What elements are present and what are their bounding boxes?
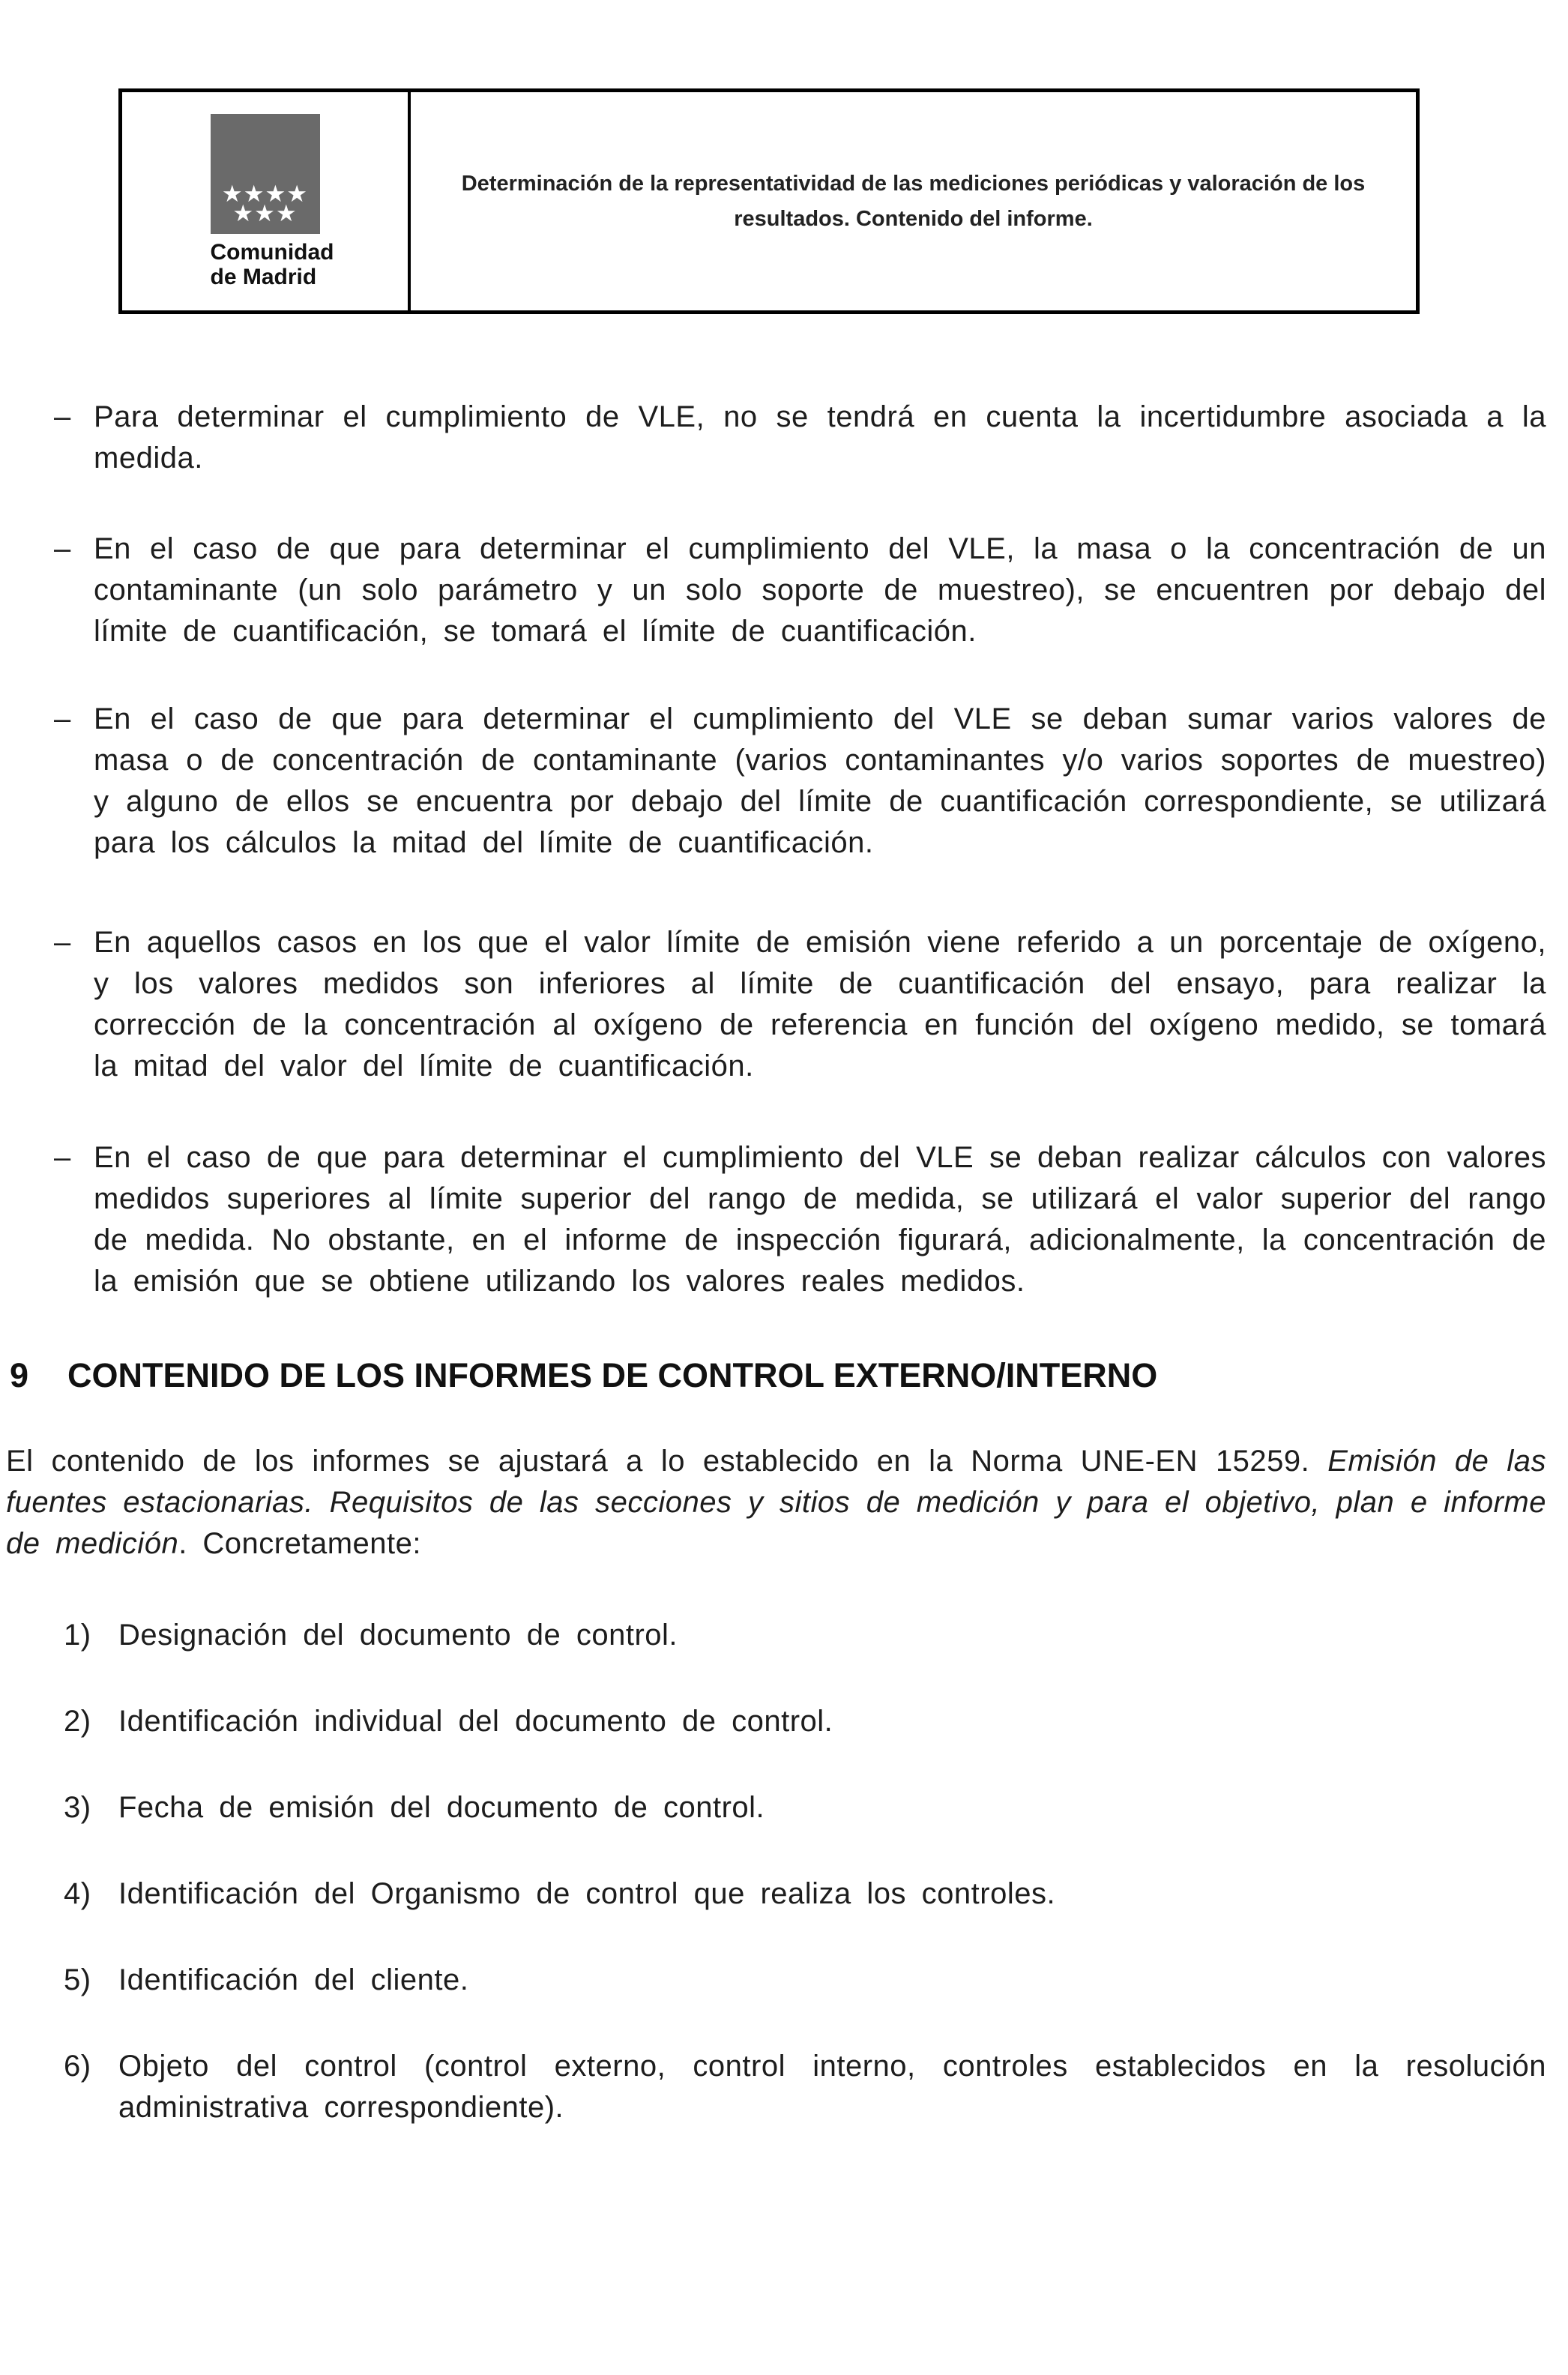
item-number: 6) [64,2050,91,2083]
item-number: 1) [64,1619,91,1652]
numbered-list [0,1615,1568,2128]
bullet-text: En el caso de que para determinar el cumplimiento del VLE se deban realizar cálculos con valores medidos superiores al límite superior del rango de medida, se utilizará el valor superior del rango de medida. No obstante, en el informe de inspección figurará, adicionalmente, la concentración de la emisión que se obtiene utilizando los valores reales medidos. [94,1141,1546,1298]
dash-marker: – [54,926,71,959]
dash-marker: – [54,702,71,735]
item-number: 5) [64,1963,91,1996]
numbered-item [64,1615,1546,1656]
logo-wordmark-line2: de Madrid [210,264,317,289]
bullet-text: En aquellos casos en los que el valor límite de emisión viene referido a un porcentaje de oxígeno, y los valores medidos son inferiores al límite de cuantificación del ensayo, para realizar la corrección de la concentración al oxígeno de referencia en función del oxígeno medido, se tomará la mitad del valor del límite de cuantificación. [94,926,1546,1083]
numbered-item [64,2046,1546,2128]
intro-norm-title-italic: Emisión de las fuentes estacionarias. Requisitos de las secciones y sitios de medición y para el objetivo, plan e informe de medición [6,1445,1546,1560]
bullet-item [54,1137,1546,1302]
section-number: 9 [10,1356,29,1394]
intro-paragraph [6,1441,1546,1565]
item-text: Designación del documento de control. [118,1619,678,1652]
bullet-item [54,397,1546,479]
bullet-text: En el caso de que para determinar el cumplimiento del VLE se deban sumar varios valores de masa o de concentración de contaminante (varios contaminantes y/o varios soportes de muestreo) y alguno de ellos se encuentra por debajo del límite de cuantificación correspondiente, se utilizará para los cálculos la mitad del límite de cuantificación. [94,702,1546,859]
intro-text-start: El contenido de los informes se ajustará a lo establecido en la Norma UNE-EN 15259. [6,1445,1328,1478]
logo-cell [122,92,411,310]
document-title: Determinación de la representatividad de las mediciones periódicas y valoración de los resultados. Contenido del informe. [461,171,1366,231]
document-header [118,88,1420,314]
item-number: 4) [64,1877,91,1910]
numbered-item [64,1960,1546,2001]
bullet-text: En el caso de que para determinar el cumplimiento del VLE, la masa o la concentración de un contaminante (un solo parámetro y un solo soporte de muestreo), se encuentren por debajo del límite de cuantificación, se tomará el límite de cuantificación. [94,532,1546,648]
item-text: Identificación del Organismo de control que realiza los controles. [118,1877,1056,1910]
logo-wordmark-line1: Comunidad [210,239,334,265]
intro-text-end: . Concretamente: [178,1527,422,1560]
flag-stars-row-bottom: ★★★ [232,199,298,226]
logo-wordmark [210,239,334,289]
bullet-text: Para determinar el cumplimiento de VLE, no se tendrá en cuenta la incertidumbre asociada a la medida. [94,400,1546,475]
dash-marker: – [54,1141,71,1174]
comunidad-madrid-flag-icon [211,114,320,234]
comunidad-madrid-logo [210,114,334,289]
bullet-item [54,699,1546,864]
item-number: 3) [64,1791,91,1824]
item-text: Fecha de emisión del documento de control. [118,1791,765,1824]
flag-stars-row-top: ★★★★ [221,180,309,207]
section-title: CONTENIDO DE LOS INFORMES DE CONTROL EXTERNO/INTERNO [67,1356,1158,1394]
item-text: Objeto del control (control externo, control interno, controles establecidos en la resolución administrativa correspondiente). [118,2050,1546,2124]
header-title-cell [411,92,1416,310]
section-heading [10,1353,1546,1398]
dash-marker: – [54,532,71,565]
item-text: Identificación individual del documento de control. [118,1705,833,1738]
numbered-item [64,1787,1546,1828]
item-text: Identificación del cliente. [118,1963,469,1996]
numbered-item [64,1873,1546,1915]
dash-marker: – [54,400,71,433]
numbered-item [64,1701,1546,1742]
bullet-item [54,922,1546,1087]
bullet-item [54,529,1546,652]
bullet-list [0,397,1568,1302]
item-number: 2) [64,1705,91,1738]
